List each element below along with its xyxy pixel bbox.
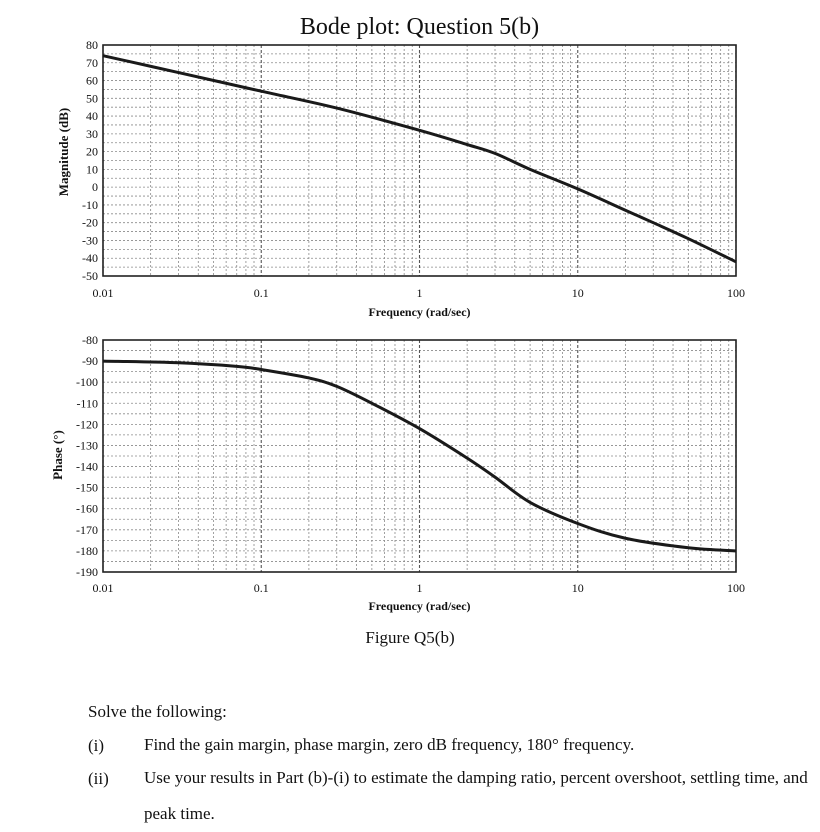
- x-tick-label: 0.01: [92, 581, 114, 595]
- y-tick-label: 80: [86, 38, 98, 52]
- x-tick-label: 100: [727, 286, 745, 300]
- y-tick-label: -30: [82, 233, 98, 248]
- y-tick-label: -50: [82, 269, 98, 283]
- x-tick-label: 100: [727, 581, 745, 595]
- y-tick-label: -170: [76, 522, 98, 537]
- y-axis-label: Phase (°): [50, 430, 65, 480]
- y-tick-label: -110: [76, 396, 98, 411]
- y-tick-label: -10: [82, 197, 98, 212]
- chart-title: Bode plot: Question 5(b): [299, 14, 540, 40]
- phase-plot: [50, 333, 745, 613]
- y-tick-label: -190: [76, 565, 98, 579]
- y-tick-label: 50: [86, 91, 98, 106]
- y-tick-label: -180: [76, 543, 98, 558]
- y-tick-label: -40: [82, 251, 98, 266]
- question-number: (ii): [88, 769, 109, 788]
- y-tick-label: 30: [86, 126, 98, 141]
- y-tick-label: -90: [82, 354, 98, 369]
- instructions-heading: Solve the following:: [88, 702, 227, 721]
- x-tick-label: 10: [571, 286, 584, 300]
- y-tick-label: -120: [76, 417, 98, 432]
- x-tick-label: 1: [416, 581, 423, 595]
- y-axis-label: Magnitude (dB): [56, 107, 71, 197]
- y-tick-label: 70: [86, 55, 98, 70]
- y-tick-label: 0: [92, 180, 98, 195]
- x-tick-label: 0.1: [253, 581, 269, 595]
- question-text: Find the gain margin, phase margin, zero dB frequency, 180° frequency.: [144, 735, 635, 754]
- x-axis-label: Frequency (rad/sec): [368, 599, 471, 613]
- y-tick-label: -160: [76, 501, 98, 516]
- y-tick-label: -130: [76, 438, 98, 453]
- x-tick-label: 1: [416, 286, 423, 300]
- question-number: (i): [88, 736, 105, 755]
- y-tick-label: -20: [82, 215, 98, 230]
- magnitude-plot: [56, 14, 745, 319]
- x-axis-label: Frequency (rad/sec): [368, 305, 471, 319]
- y-tick-label: -80: [82, 333, 98, 347]
- figure-caption: Figure Q5(b): [365, 628, 455, 647]
- y-tick-label: -150: [76, 480, 98, 495]
- y-tick-label: -100: [76, 375, 98, 390]
- x-tick-label: 10: [571, 581, 584, 595]
- y-tick-label: 20: [86, 144, 98, 159]
- x-tick-label: 0.1: [253, 286, 269, 300]
- question-text: Use your results in Part (b)-(i) to estimate the damping ratio, percent overshoot, settling time, and peak time.: [144, 768, 808, 823]
- y-tick-label: 60: [86, 73, 98, 88]
- y-tick-label: 40: [86, 109, 98, 124]
- y-tick-label: -140: [76, 459, 98, 474]
- y-tick-label: 10: [86, 162, 98, 177]
- x-tick-label: 0.01: [92, 286, 114, 300]
